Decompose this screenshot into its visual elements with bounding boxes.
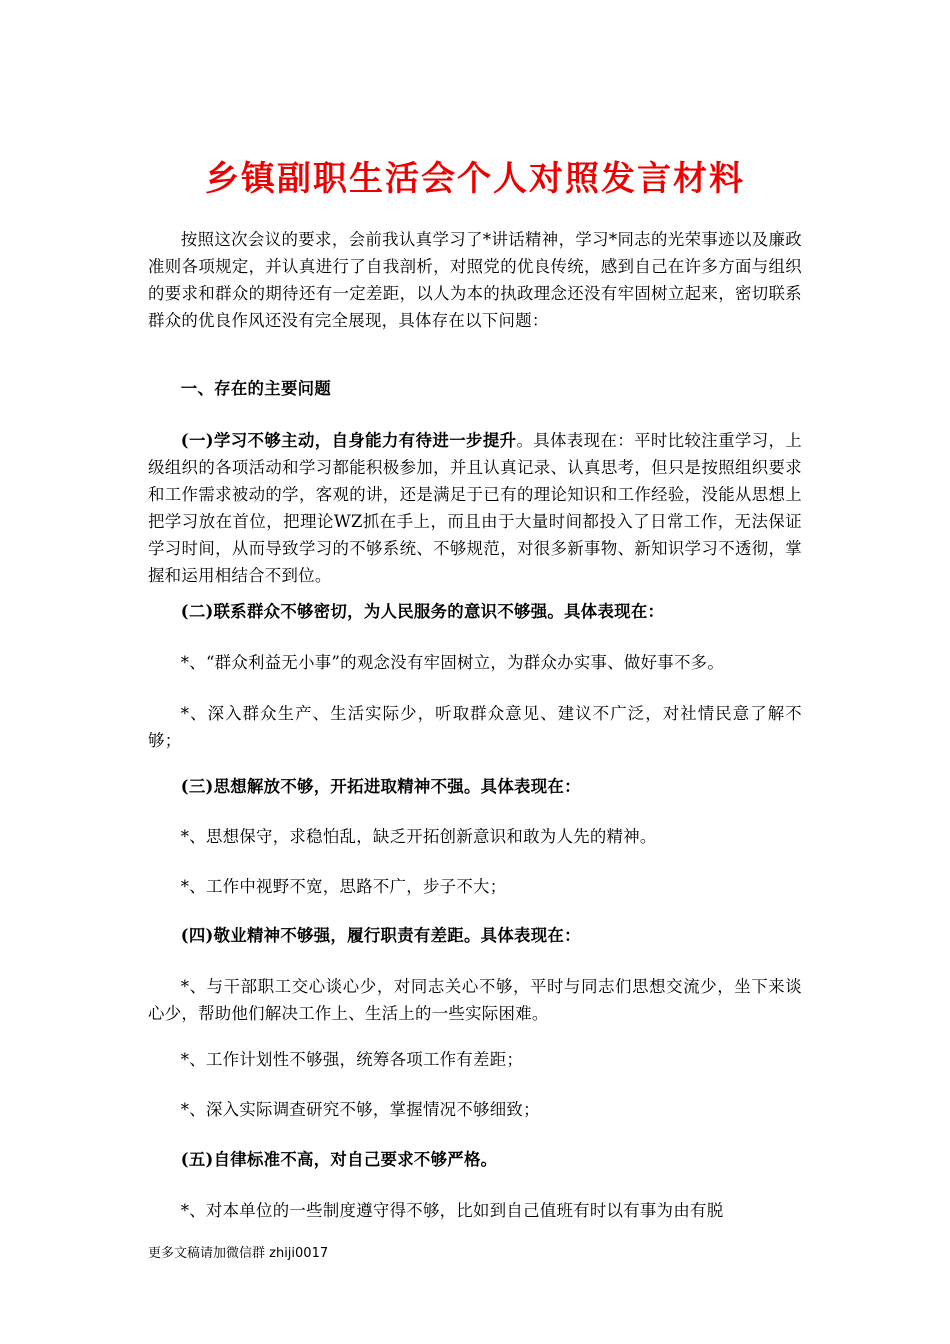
- item2-bullet-2: *、深入群众生产、生活实际少，听取群众意见、建议不广泛，对社情民意了解不够；: [148, 704, 802, 750]
- item4-bullet-3: *、深入实际调查研究不够，掌握情况不够细致；: [180, 1100, 540, 1119]
- section-heading-main-problems: 一、存在的主要问题: [180, 379, 332, 398]
- intro-paragraph: 按照这次会议的要求，会前我认真学习了*讲话精神，学习*同志的光荣事迹以及廉政准则各项规定，并认真进行了自我剖析，对照党的优良传统，感到自己在许多方面与组织的要求和群众的期待还有一定差距，以人为本的执政理念还没有牢固树立起来，密切联系群众的优良作风还没有完全展现，具体存在以下问题：: [148, 230, 802, 330]
- item5-heading: (五)自律标准不高，对自己要求不够严格。: [180, 1150, 498, 1169]
- item2-heading: (二)联系群众不够密切，为人民服务的意识不够强。具体表现在：: [180, 602, 665, 621]
- item1-paragraph: [148, 427, 802, 589]
- item3-heading: (三)思想解放不够，开拓进取精神不强。具体表现在：: [180, 777, 581, 796]
- item3-bullet-2: *、工作中视野不宽，思路不广，步子不大；: [180, 877, 507, 896]
- item4-bullet-1: *、与干部职工交心谈心少，对同志关心不够，平时与同志们思想交流少，坐下来谈心少，帮助他们解决工作上、生活上的一些实际困难。: [148, 977, 802, 1023]
- item5-bullet-1: *、对本单位的一些制度遵守得不够，比如到自己值班有时以有事为由有脱: [180, 1201, 724, 1220]
- footer-note: 更多文稿请加微信群 zhiji0017: [148, 1246, 329, 1261]
- item4-heading: (四)敬业精神不够强，履行职责有差距。具体表现在：: [180, 926, 581, 945]
- item4-bullet-2: *、工作计划性不够强，统筹各项工作有差距；: [180, 1050, 524, 1069]
- item2-bullet-1: *、“群众利益无小事”的观念没有牢固树立，为群众办实事、做好事不多。: [180, 653, 725, 672]
- item1-heading: (一)学习不够主动，自身能力有待进一步提升: [180, 431, 517, 450]
- document-title: 乡镇副职生活会个人对照发言材料: [205, 159, 745, 199]
- item1-text: 。具体表现在：平时比较注重学习，上级组织的各项活动和学习都能积极参加，并且认真记录、认真思考，但只是按照组织要求和工作需求被动的学，客观的讲，还是满足于已有的理论知识和工作经验，没能从思想上把学习放在首位，把理论WZ抓在手上，而且由于大量时间都投入了日常工作，无法保证学习时间，从而导致学习的不够系统、不够规范，对很多新事物、新知识学习不透彻，掌握和运用相结合不到位。: [148, 431, 803, 585]
- item3-bullet-1: *、思想保守，求稳怕乱，缺乏开拓创新意识和敢为人先的精神。: [180, 827, 657, 846]
